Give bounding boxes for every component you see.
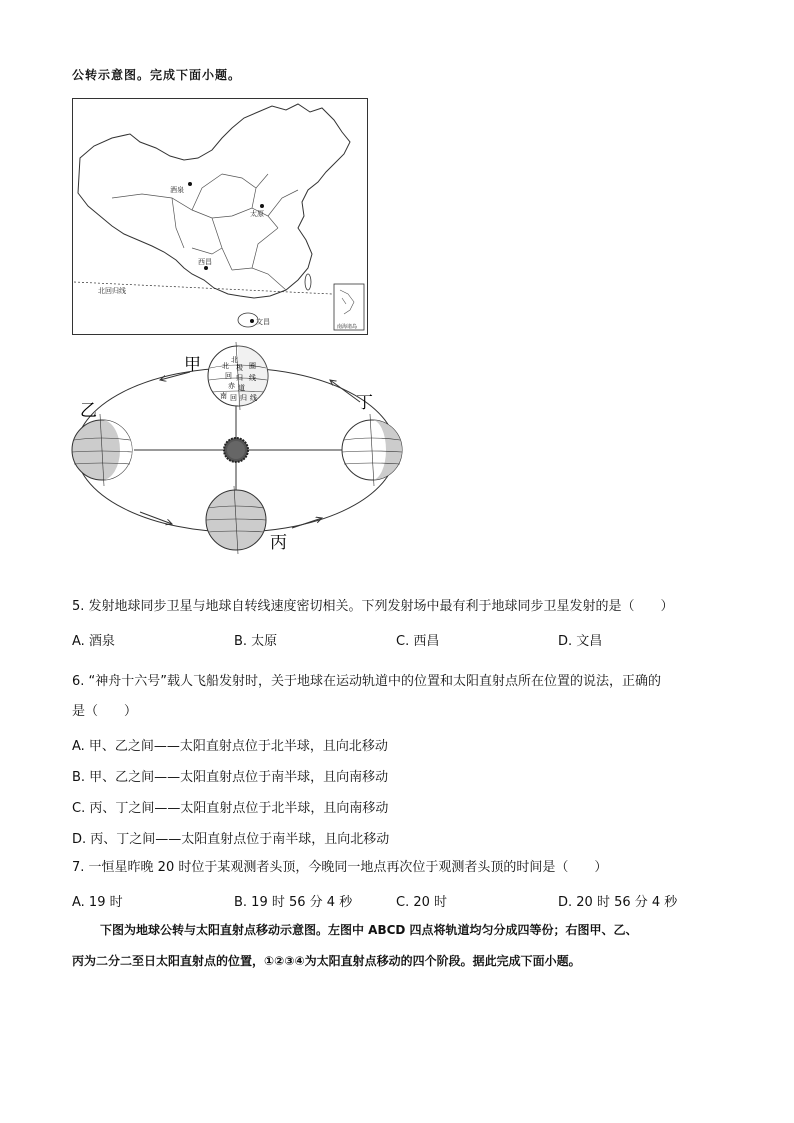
q6-stem-line2: 是（ ）	[72, 704, 138, 719]
globe-bing	[206, 486, 266, 554]
city-dot-taiyuan	[260, 204, 264, 208]
q5-option-d: D. 文昌	[558, 634, 603, 649]
passage-line1: 下图为地球公转与太阳直射点移动示意图。左图中 ABCD 四点将轨道均匀分成四等份；右图甲、乙、	[100, 923, 638, 937]
q6-option-a: A. 甲、乙之间——太阳直射点位于北半球，且向北移动	[72, 739, 388, 754]
q5-option-c: C. 西昌	[396, 634, 440, 649]
position-label-ding: 丁	[356, 393, 373, 413]
globe-label-8: 赤	[228, 382, 235, 390]
q5-option-b: B. 太原	[234, 634, 278, 649]
globe-label-12: 归	[240, 394, 247, 402]
globe-label-7: 线	[249, 374, 256, 382]
globe-label-1: 北	[231, 356, 238, 364]
globe-label-2: 北	[222, 362, 229, 370]
city-label-taiyuan: 太原	[250, 210, 264, 218]
globe-label-13: 线	[250, 394, 257, 402]
position-label-jia: 甲	[184, 355, 201, 375]
city-dot-jiuquan	[188, 182, 192, 186]
orbit-arrow-3	[292, 518, 322, 528]
q7-stem: 7. 一恒星昨晚 20 时位于某观测者头顶，今晚同一地点再次位于观测者头顶的时间是（ ）	[72, 860, 608, 875]
sun-core	[227, 441, 245, 459]
intro-text: 公转示意图。完成下面小题。	[72, 68, 242, 82]
globe-ding	[342, 414, 402, 486]
globe-label-9: 道	[238, 384, 245, 392]
q6-option-d: D. 丙、丁之间——太阳直射点位于南半球，且向北移动	[72, 832, 390, 847]
passage-line2: 丙为二分二至日太阳直射点的位置，①②③④为太阳直射点移动的四个阶段。据此完成下面小题。	[72, 954, 581, 968]
position-label-bing: 丙	[270, 533, 287, 553]
globe-label-5: 回	[225, 372, 232, 380]
q7-option-b: B. 19 时 56 分 4 秒	[234, 895, 353, 910]
orbit-arrow-2	[140, 512, 172, 524]
city-dot-wenchang	[250, 319, 254, 323]
city-label-xichang: 西昌	[198, 258, 212, 266]
globe-label-10: 南	[220, 392, 227, 400]
globe-label-4: 圈	[249, 362, 256, 370]
q7-option-a: A. 19 时	[72, 895, 123, 910]
china-map-figure	[72, 98, 368, 335]
city-label-jiuquan: 酒泉	[170, 186, 184, 194]
city-label-wenchang: 文昌	[256, 318, 270, 326]
tropic-label: 北回归线	[98, 287, 126, 295]
q6-stem-line1: 6. “神舟十六号”载人飞船发射时，关于地球在运动轨道中的位置和太阳直射点所在位置的说法，正确的	[72, 674, 662, 689]
q5-option-a: A. 酒泉	[72, 634, 115, 649]
q7-option-d: D. 20 时 56 分 4 秒	[558, 895, 678, 910]
globe-label-11: 回	[230, 394, 237, 402]
inset-label: 南海诸岛	[337, 324, 358, 330]
q7-option-c: C. 20 时	[396, 895, 448, 910]
position-label-yi: 乙	[80, 401, 97, 421]
globe-label-3: 极	[236, 364, 243, 372]
orbit-diagram	[60, 340, 420, 555]
q6-option-b: B. 甲、乙之间——太阳直射点位于南半球，且向南移动	[72, 770, 389, 785]
globe-yi	[72, 414, 132, 486]
q5-stem: 5. 发射地球同步卫星与地球自转线速度密切相关。下列发射场中最有利于地球同步卫星发射的是（ ）	[72, 599, 674, 614]
globe-label-6: 归	[236, 374, 243, 382]
city-dot-xichang	[204, 266, 208, 270]
q6-option-c: C. 丙、丁之间——太阳直射点位于北半球，且向南移动	[72, 801, 389, 816]
